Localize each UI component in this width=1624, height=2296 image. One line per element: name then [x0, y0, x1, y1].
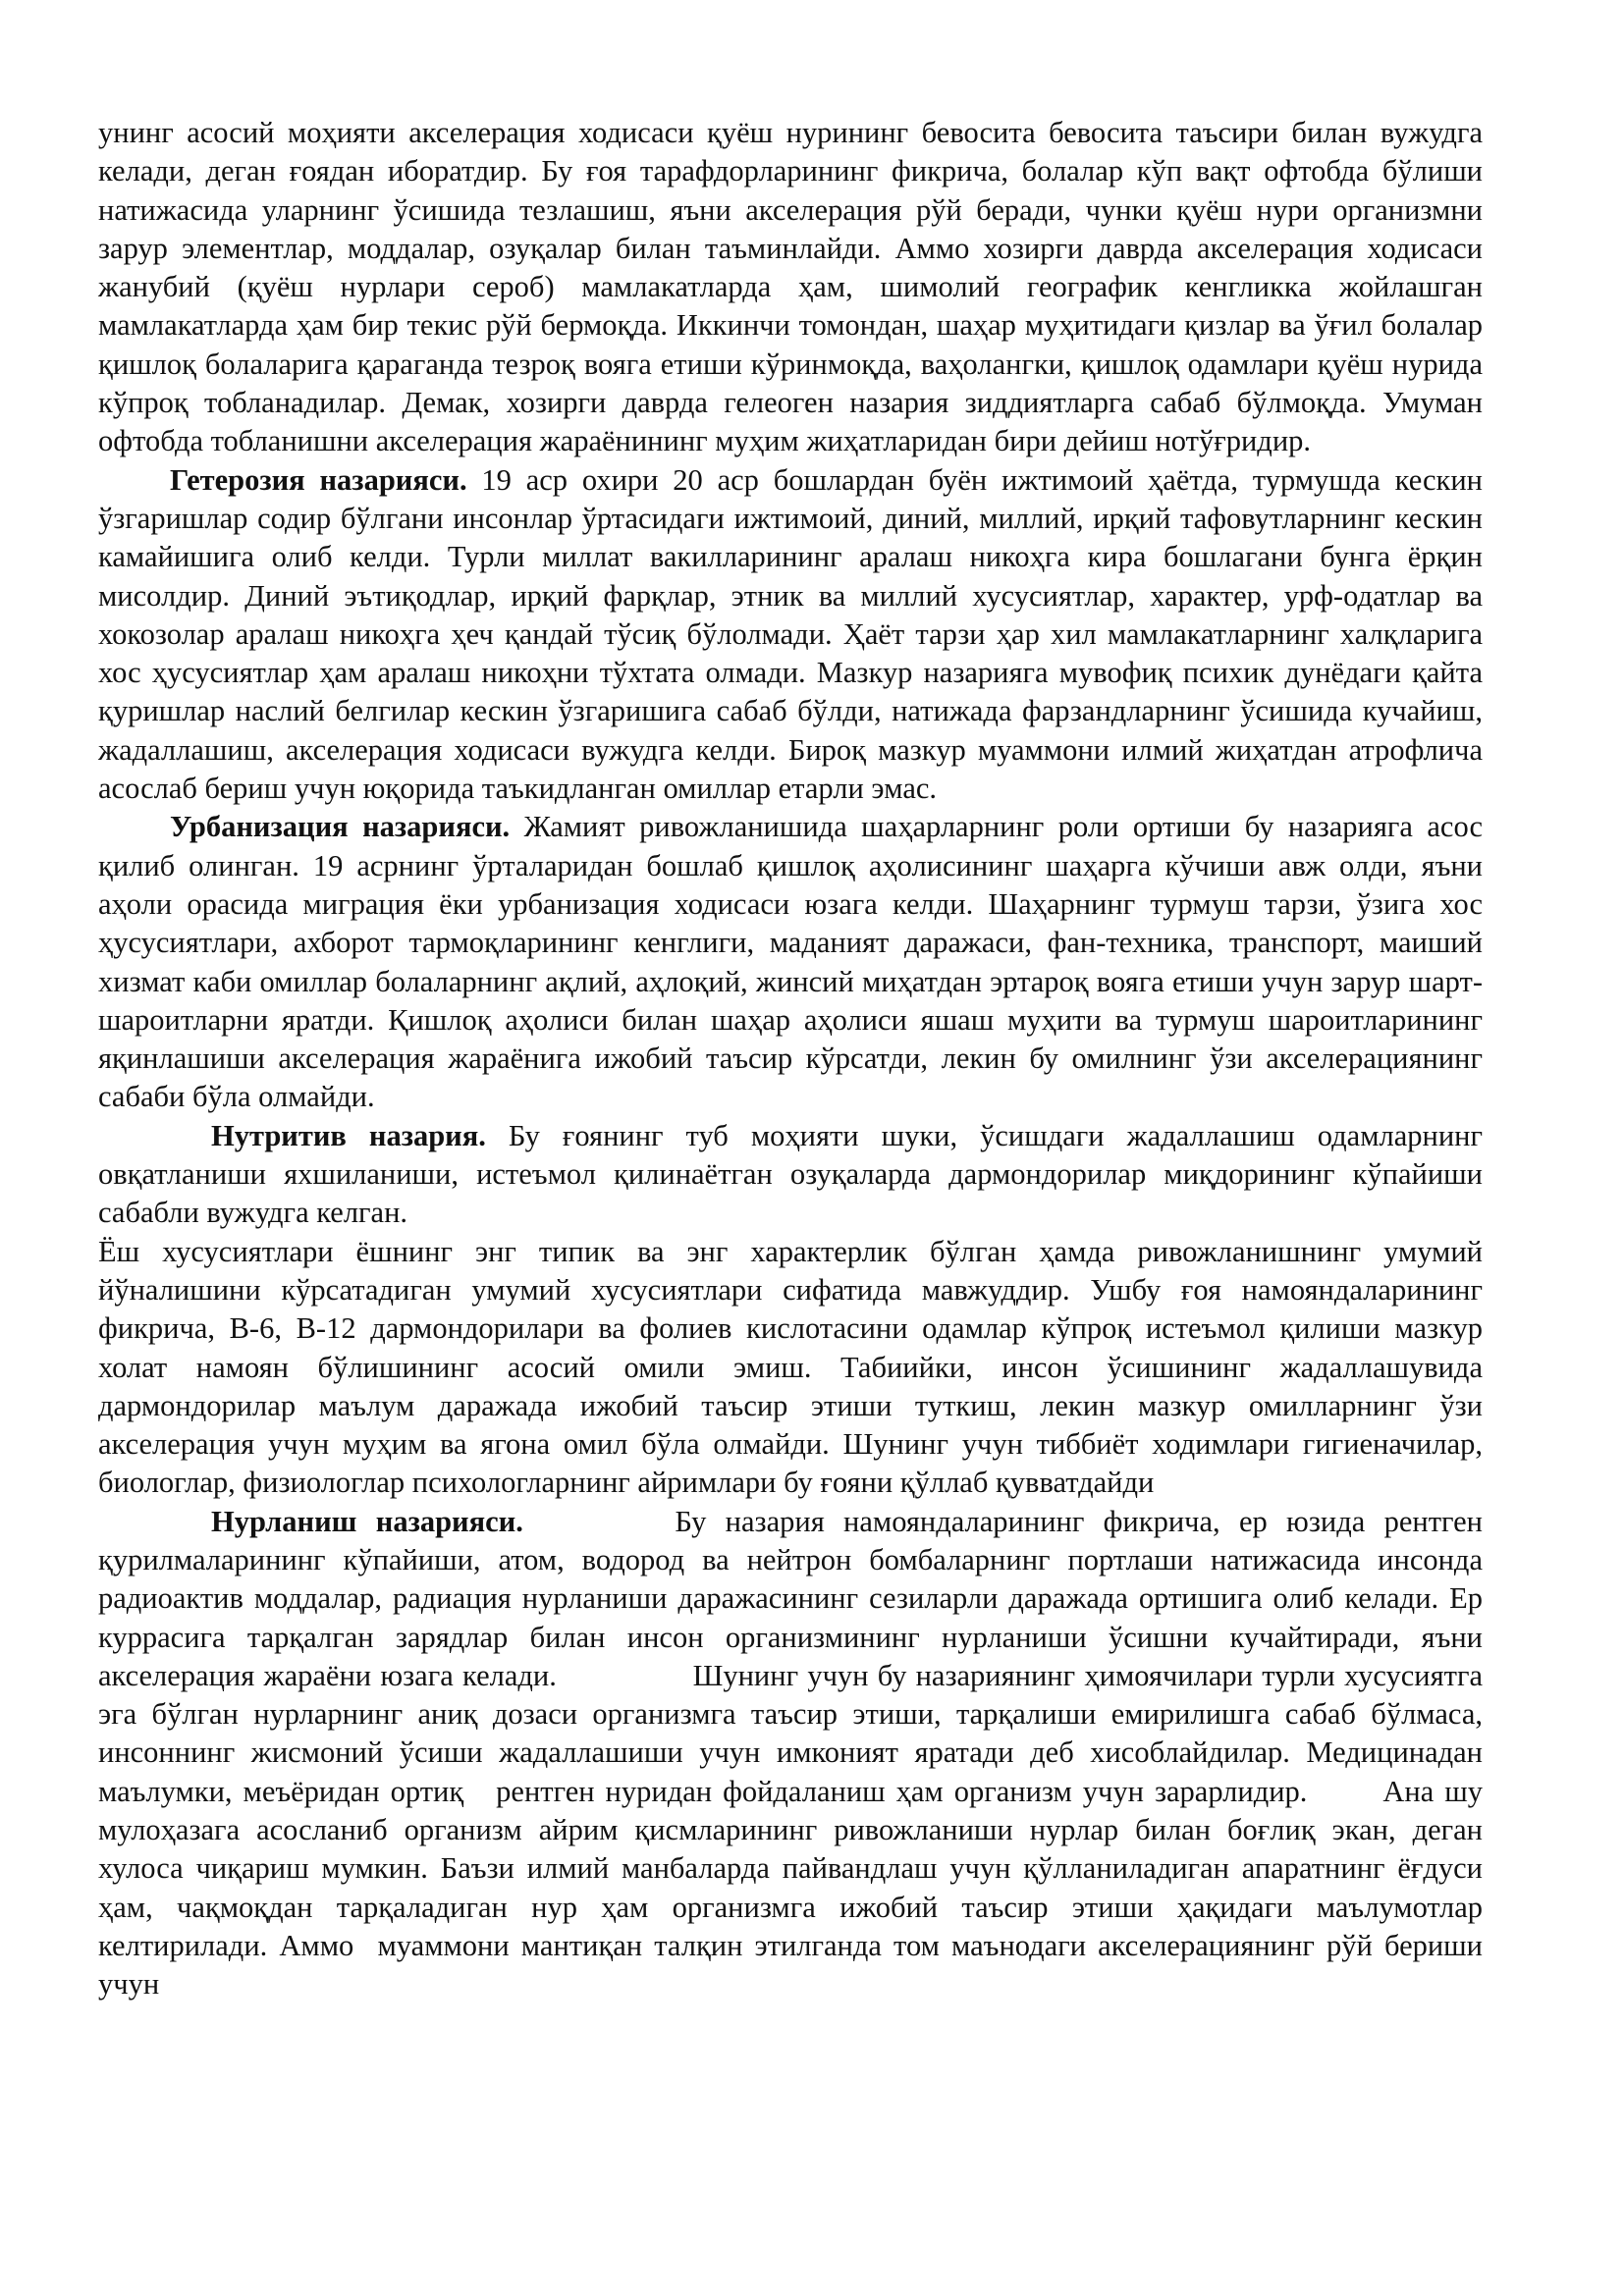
urbanization-text: Жамият ривожланишида шаҳарларнинг роли ортиши бу назарияга асос қилиб олинган. 19 асрнинг ўрталаридан бошлаб қишлоқ аҳолисининг шаҳарга кўчиши авж олди, яъни аҳоли орасида миграция ёки урбанизация ходисаси юзага келди. Шаҳарнинг турмуш тарзи, ўзига хос ҳусусиятлари, ахборот тармоқларининг кенглиги, маданият даражаси, фан-техника, транспорт, маиший хизмат каби омиллар болаларнинг ақлий, аҳлоқий, жинсий миҳатдан эртароқ вояга етиши учун зарур шарт-шароитларни яратди. Қишлоқ аҳолиси билан шаҳар аҳолиси яшаш муҳити ва турмуш шароитларининг яқинлашиши акселерация жараёнига ижобий таъсир кўрсатди, лекин бу омилнинг ўзи акселерациянинг сабаби бўла олмайди.: [98, 810, 1484, 1114]
paragraph-urbanization: [98, 808, 1483, 1116]
radiation-heading: Нурланиш назарияси.: [211, 1504, 523, 1538]
nutritive-text: Бу ғоянинг туб моҳияти шуки, ўсишдаги жадаллашиш одамларнинг овқатланиши яхшиланиши, истеъмол қилинаётган озуқаларда дармондорилар миқдорининг кўпайиши сабабли вужудга келган.: [98, 1118, 1483, 1230]
paragraph-heterosis: [98, 461, 1483, 809]
paragraph-nutritive: [98, 1117, 1483, 1233]
radiation-text: Бу назария намояндаларининг фикрича, ер юзида рентген қурилмаларининг кўпайиши, атом, водород ва нейтрон бомбаларнинг портлаши натижасида инсонда радиоактив моддалар, радиация нурланиши даражасининг сезиларли даражада ортишига олиб келади. Ер куррасига тарқалган зарядлар билан инсон организмининг нурланиши ўсишни кучайтиради, яъни акселерация жараёни юзага келади. Шунинг учун бу назариянинг ҳимоячилари турли хусусиятга эга бўлган нурларнинг аниқ дозаси организмга таъсир этиши, тарқалиши емирилишга сабаб бўлмаса, инсоннинг жисмоний ўсиши жадаллашиши учун имконият яратади деб хисоблайдилар. Медицинадан маълумки, меъёридан ортиқ рентген нуридан фойдаланиш ҳам организм учун зарарлидир. Ана шу мулоҳазага асосланиб организм айрим қисмларининг ривожланиши нурлар билан боғлиқ экан, деган хулоса чиқариш мумкин. Баъзи илмий манбаларда пайвандлаш учун қўлланиладиган апаратнинг ёғдуси ҳам, чақмоқдан тарқаладиган нур ҳам организмга ижобий таъсир этиши ҳақидаги маълумотлар келтирилади. Аммо муаммони мантиқан талқин этилганда том маънодаги акселерациянинг рўй бериши учун: [98, 1504, 1490, 2002]
paragraph-intro-text: унинг асосий моҳияти акселерация ходисаси қуёш нурининг бевосита бевосита таъсири билан вужудга келади, деган ғоядан иборатдир. Бу ғоя тарафдорларининг фикрича, болалар кўп вақт офтобда бўлиши натижасида уларнинг ўсишида тезлашиш, яъни акселерация рўй беради, чунки қуёш нури организмни зарур элементлар, моддалар, озуқалар билан таъминлайди. Аммо хозирги даврда акселерация ходисаси жанубий (қуёш нурлари сероб) мамлакатларда ҳам, шимолий географик кенгликка жойлашган мамлакатларда ҳам бир текис рўй бермоқда. Иккинчи томондан, шаҳар муҳитидаги қизлар ва ўғил болалар қишлоқ болаларига қараганда тезроқ вояга етиши кўринмоқда, ваҳолангки, қишлоқ одамлари қуёш нурида кўпроқ тобланадилар. Демак, хозирги даврда гелеоген назария зиддиятларга сабаб бўлмоқда. Умуман офтобда тобланишни акселерация жараёнининг муҳим жиҳатларидан бири дейиш нотўғридир.: [98, 116, 1483, 458]
nutritive-heading: Нутритив назария.: [211, 1118, 486, 1152]
urbanization-heading: Урбанизация назарияси.: [170, 810, 511, 844]
heterosis-text: 19 аср охири 20 аср бошлардан буён ижтимоий ҳаётда, турмушда кескин ўзгаришлар содир бўлгани инсонлар ўртасидаги ижтимоий, диний, миллий, ирқий тафовутларнинг кескин камайишига олиб келди. Турли миллат вакилларининг аралаш никоҳга кира бошлагани бунга ёрқин мисолдир. Диний эътиқодлар, ирқий фарқлар, этник ва миллий хусусиятлар, характер, урф-одатлар ва хокозолар аралаш никоҳга ҳеч қандай тўсиқ бўлолмади. Ҳаёт тарзи ҳар хил мамлакатларнинг халқларига хос ҳусусиятлар ҳам аралаш никоҳни тўхтата олмади. Мазкур назарияга мувофиқ психик дунёдаги қайта қуришлар наслий белгилар кескин ўзгаришига сабаб бўлди, натижада фарзандларнинг ўсишида кучайиш, жадаллашиш, акселерация ходисаси вужудга келди. Бироқ мазкур муаммони илмий жиҳатдан атрофлича асослаб бериш учун юқорида таъкидланган омиллар етарли эмас.: [98, 462, 1483, 806]
heterosis-heading: Гетерозия назарияси.: [170, 462, 467, 497]
paragraph-youth: [98, 1233, 1483, 1503]
paragraph-radiation: [98, 1503, 1490, 2004]
paragraph-intro: [98, 114, 1483, 461]
youth-text: Ёш хусусиятлари ёшнинг энг типик ва энг характерлик бўлган ҳамда ривожланишнинг умумий йўналишини кўрсатадиган умумий хусусиятлари сифатида мавжуддир. Ушбу ғоя намояндаларининг фикрича, В-6, В-12 дармондорилари ва фолиев кислотасини одамлар кўпроқ истеъмол қилиши мазкур холат намоян бўлишининг асосий омили эмиш. Табиийки, инсон ўсишининг жадаллашувида дармондорилар маълум даражада ижобий таъсир этиши туткиш, лекин мазкур омилларнинг ўзи акселерация учун муҳим ва ягона омил бўла олмайди. Шунинг учун тиббиёт ходимлари гигиеначилар, биологлар, физиологлар психологларнинг айримлари бу ғояни қўллаб қувватдайди: [98, 1234, 1483, 1500]
document-page: [98, 114, 1490, 2004]
